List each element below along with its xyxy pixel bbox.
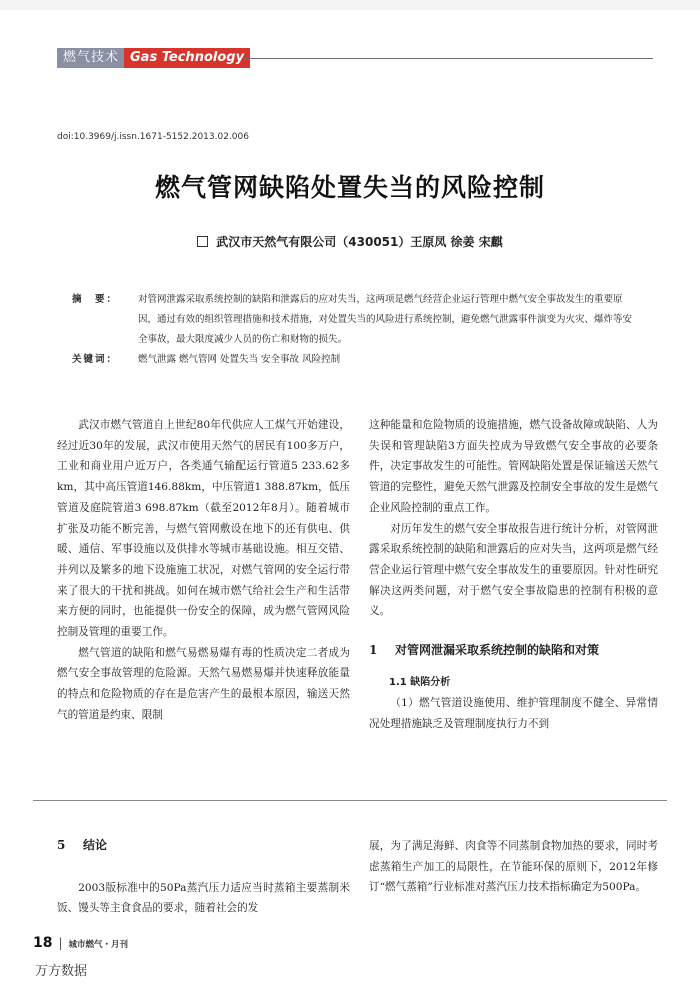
bottom-column-right <box>369 836 658 898</box>
journal-name: 城市燃气・月刊 <box>68 940 129 950</box>
section-name-en: Gas Technology <box>124 48 250 68</box>
watermark: 万方数据 <box>35 964 88 979</box>
section-5-heading <box>57 835 350 856</box>
page-number: 18 <box>33 935 53 951</box>
page-footer <box>33 935 128 951</box>
body-paragraph: 武汉市燃气管道自上世纪80年代供应人工煤气开始建设，经过近30年的发展，武汉市使用天然气的居民有100多万户，工业和商业用户近万户，各类通气输配运行管道5 233.62多km，其中高压管道146.88km，中压管道1 388.87km，低压管道及庭院管道3 698.87km（截至2012年8月）。随着城市扩张及功能不断完善，与燃气管网敷设在地下的还有供电、供暖、通信、军事设施以及供排水等城市基础设施。相互交错、并列以及繁多的地下设施施工状况，对燃气管网的安全运行带来了很大的干扰和挑战。如何在城市燃气给社会生产和生活带来方便的同时，也能提供一份安全的保障，成为燃气管网风险控制及管理的重要工作。 <box>57 419 350 639</box>
body-paragraph: 对历年发生的燃气安全事故报告进行统计分析，对管网泄露采取系统控制的缺陷和泄露后的应对失当，这两项是燃气经营企业运行管理中燃气安全事故发生的重要原因。针对性研究解决这两类问题，对于燃气安全事故隐患的控制有积极的意义。 <box>369 522 658 618</box>
author-text: 武汉市天然气有限公司（430051）王原凤 徐姜 宋麒 <box>216 235 503 249</box>
footer-separator: | <box>58 936 63 950</box>
body-column-right <box>369 415 658 735</box>
header-rule <box>243 58 653 59</box>
abstract <box>72 290 638 350</box>
body-paragraph: 展，为了满足海鲜、肉食等不同蒸制食物加热的要求，同时考虑蒸箱生产加工的局限性，在节能环保的原则下，2012年修订“燃气蒸箱”行业标准对蒸汽压力技术指标确定为500Pa。 <box>369 840 658 894</box>
doi-line[interactable]: doi:10.3969/j.issn.1671-5152.2013.02.006 <box>57 132 249 142</box>
abstract-label: 摘 要： <box>72 294 119 305</box>
keywords <box>72 350 638 370</box>
body-paragraph: （1）燃气管道设施使用、维护管理制度不健全、异常情况处理措施缺乏及管理制度执行力不到 <box>369 697 658 731</box>
section-number: 1 <box>369 643 378 658</box>
body-paragraph: 燃气管道的缺陷和燃气易燃易爆有毒的性质决定二者成为燃气安全事故管理的危险源。天然气易燃易爆并快速释放能量的特点和危险物质的存在是危害产生的最根本原因，输送天然气的管道是约束、限制 <box>57 646 350 721</box>
top-strip <box>0 0 700 10</box>
subsection-heading: 1.1 缺陷分析 <box>389 676 451 688</box>
section-banner <box>57 48 250 68</box>
body-column-left <box>57 415 350 726</box>
section-title: 结论 <box>83 838 108 852</box>
square-bullet-icon <box>197 236 208 247</box>
author-line <box>0 233 700 250</box>
keywords-text: 燃气泄露 燃气管网 处置失当 安全事故 风险控制 <box>138 354 341 365</box>
section-number: 5 <box>57 838 66 852</box>
body-paragraph: 这种能量和危险物质的设施措施，燃气设备故障或缺陷、人为失误和管理缺陷3方面失控成为导致燃气安全事故的必要条件，决定事故发生的可能性。管网缺陷处置是保证输送天然气管道的完整性，避免天然气泄露及控制安全事故的发生是燃气企业风险控制的重点工作。 <box>369 419 658 514</box>
page-divider <box>33 800 667 801</box>
section-title: 对管网泄漏采取系统控制的缺陷和对策 <box>395 643 600 658</box>
bottom-column-left <box>57 835 350 919</box>
section-1-heading <box>369 640 658 661</box>
abstract-text: 对管网泄露采取系统控制的缺陷和泄露后的应对失当，这两项是燃气经营企业运行管理中燃气安全事故发生的重要原因，通过有效的组织管理措施和技术措施，对处置失当的风险进行系统控制，避免燃气泄露事件演变为火灾、爆炸等安全事故，最大限度减少人员的伤亡和财物的损失。 <box>138 294 633 345</box>
section-name-cn: 燃气技术 <box>57 48 124 68</box>
keywords-label: 关键词： <box>72 354 119 365</box>
body-paragraph: 2003版标准中的50Pa蒸汽压力适应当时蒸箱主要蒸制米饭、馒头等主食食品的要求，随着社会的发 <box>57 881 350 915</box>
article-title: 燃气管网缺陷处置失当的风险控制 <box>154 173 545 202</box>
